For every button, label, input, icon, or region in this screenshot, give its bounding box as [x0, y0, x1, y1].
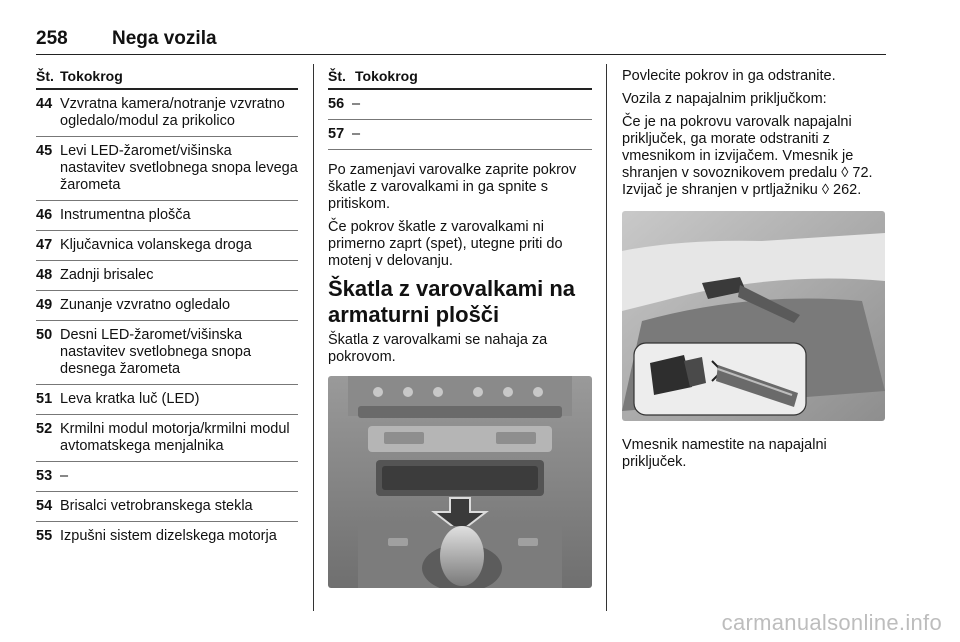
- fuse-circuit: Vzvratna kamera/notranje vzvratno ogledalo/modul za prikolico: [60, 96, 285, 129]
- fuse-number: 54: [36, 498, 53, 514]
- fuse-circuit: Leva kratka luč (LED): [60, 391, 200, 407]
- table-row: [36, 261, 298, 291]
- fuse-circuit: –: [352, 126, 361, 142]
- paragraph: Povlecite pokrov in ga odstranite.: [622, 68, 836, 84]
- column-divider: [606, 64, 607, 611]
- paragraph: Vmesnik namestite na napajalni priključek.: [622, 437, 827, 470]
- table-row: [36, 462, 298, 492]
- fuse-number: 53: [36, 468, 53, 484]
- fuse-circuit: Krmilni modul motorja/krmilni modul avtomatskega menjalnika: [60, 421, 290, 454]
- fuse-number: 55: [36, 528, 53, 544]
- fuse-number: 56: [328, 96, 345, 112]
- fuse-circuit: Brisalci vetrobranskega stekla: [60, 498, 253, 514]
- table-row: [36, 291, 298, 321]
- fuse-table: [36, 90, 298, 551]
- table-row: [36, 90, 298, 137]
- fuse-table-header: [36, 64, 298, 90]
- table-header-circuit: Tokokrog: [60, 68, 123, 84]
- page-header: [36, 28, 886, 55]
- table-header-number: Št.: [36, 68, 54, 84]
- dashboard-center-console-image: [328, 376, 592, 588]
- fuse-number: 50: [36, 327, 53, 343]
- table-row: [36, 385, 298, 415]
- column-divider: [313, 64, 314, 611]
- column-left: [36, 64, 298, 551]
- fuse-circuit: –: [352, 96, 361, 112]
- table-row: [328, 90, 592, 120]
- fuse-number: 49: [36, 297, 53, 313]
- fuse-circuit: Levi LED-žaromet/višinska nastavitev svetlobnega snopa levega žarometa: [60, 143, 298, 193]
- table-header-circuit: Tokokrog: [355, 68, 418, 84]
- fuse-number: 51: [36, 391, 53, 407]
- fuse-circuit: Ključavnica volanskega droga: [60, 237, 252, 253]
- fuse-circuit: Zunanje vzvratno ogledalo: [60, 297, 231, 313]
- fuse-number: 57: [328, 126, 345, 142]
- table-row: [36, 321, 298, 385]
- table-row: [36, 522, 298, 551]
- paragraph: Po zamenjavi varovalke zaprite pokrov škatle z varovalkami in ga spnite s pritiskom.: [328, 162, 577, 212]
- fuse-circuit: Instrumentna plošča: [60, 207, 191, 223]
- fuse-number: 46: [36, 207, 53, 223]
- power-socket-adapter-image: [622, 211, 885, 421]
- fuse-circuit: Zadnji brisalec: [60, 267, 154, 283]
- table-row: [328, 120, 592, 150]
- paragraph: Če pokrov škatle z varovalkami ni primerno zaprt (spet), utegne priti do motenj v delovanju.: [328, 219, 563, 269]
- adapter-illustration: [622, 211, 885, 421]
- fuse-number: 52: [36, 421, 53, 437]
- table-row: [36, 201, 298, 231]
- fuse-circuit: Desni LED-žaromet/višinska nastavitev svetlobnega snopa desnega žarometa: [60, 327, 252, 377]
- column-right: [622, 64, 886, 477]
- fuse-table-header: [328, 64, 592, 90]
- table-row: [36, 415, 298, 462]
- paragraph: Škatla z varovalkami se nahaja za pokrovom.: [328, 332, 548, 365]
- section-heading: Škatla z varovalkami na armaturni plošči: [328, 276, 576, 327]
- paragraph: Če je na pokrovu varovalk napajalni priključek, ga morate odstraniti z vmesnikom in izvijačem. Vmesnik je shranjen v sovoznikovem predalu ◊ 72. Izvijač je shranjen v prtljažniku ◊ 262.: [622, 114, 873, 198]
- fuse-number: 47: [36, 237, 53, 253]
- fuse-circuit: Izpušni sistem dizelskega motorja: [60, 528, 277, 544]
- table-header-number: Št.: [328, 68, 346, 84]
- page-title: Nega vozila: [112, 28, 217, 49]
- column-middle: [328, 64, 592, 588]
- table-row: [36, 137, 298, 201]
- table-row: [36, 231, 298, 261]
- fuse-number: 44: [36, 96, 53, 112]
- paragraph: Vozila z napajalnim priključkom:: [622, 91, 827, 107]
- fuse-circuit: –: [60, 468, 69, 484]
- page-number: 258: [36, 28, 68, 49]
- watermark: carmanualsonline.info: [721, 610, 942, 635]
- fuse-box-cover-illustration: [328, 376, 592, 588]
- table-row: [36, 492, 298, 522]
- fuse-number: 48: [36, 267, 53, 283]
- fuse-number: 45: [36, 143, 53, 159]
